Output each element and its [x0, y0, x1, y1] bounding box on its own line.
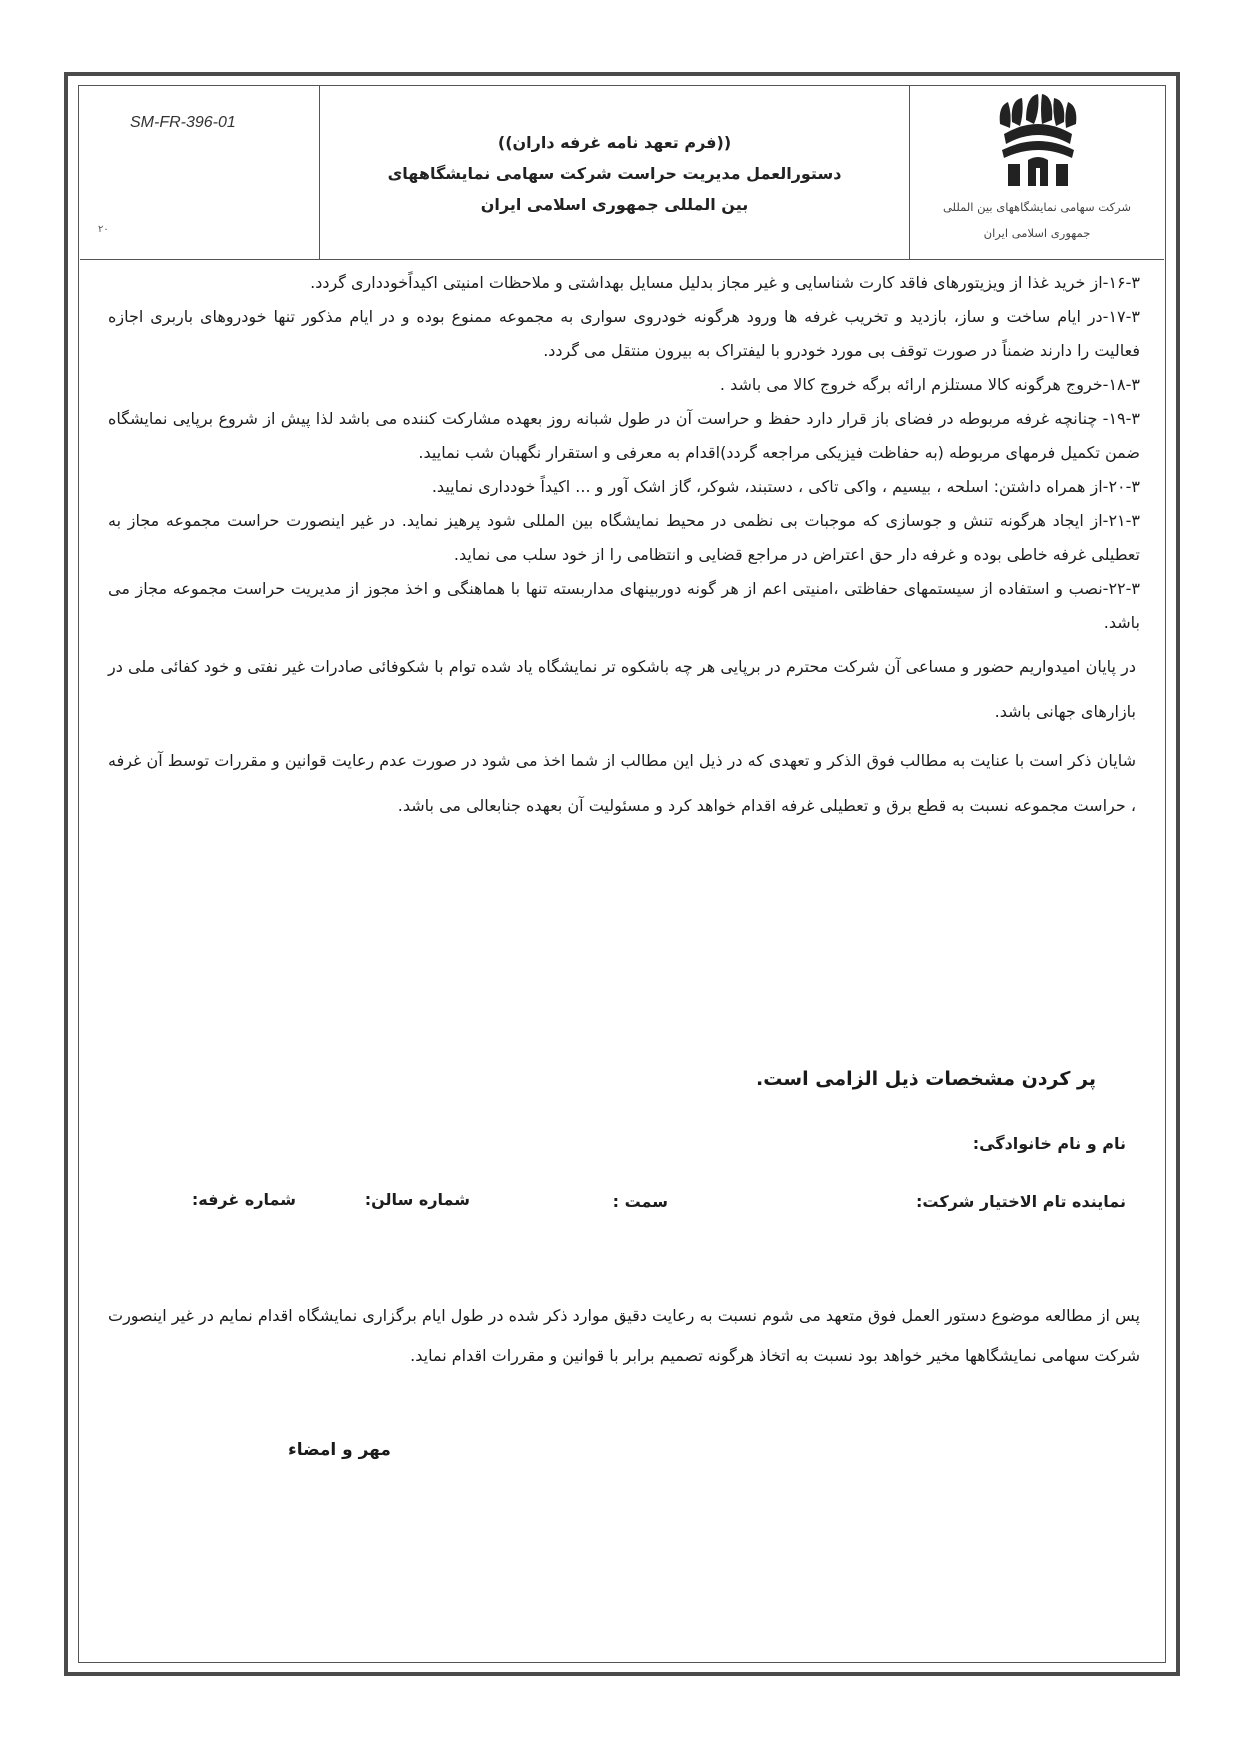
clause-21: ۲۱-۳-از ایجاد هرگونه تنش و جوسازی که موجبات بی نظمی در محیط نمایشگاه بین المللی شود پرهیز نماید. در غیر اینصورت حراست مجموعه مجاز به تعطیلی غرفه خاطی بوده و غرفه دار حق اعتراض در مراجع قضایی و انتظامی را از خود سلب می نماید. [108, 511, 1140, 564]
org-name-line2: جمهوری اسلامی ایران [983, 226, 1091, 240]
regulations-body [108, 266, 1140, 828]
signature-label[interactable]: مهر و امضاء [288, 1440, 391, 1460]
form-code: SM-FR-396-01 [130, 114, 236, 131]
clause-20: ۲۰-۳-از همراه داشتن: اسلحه ، بیسیم ، واکی تاکی ، دستبند، شوکر، گاز اشک آور و ... اکیداً خودداری نمایید. [431, 477, 1140, 496]
form-title-cell [320, 86, 910, 260]
closing-paragraph-1: در پایان امیدواریم حضور و مساعی آن شرکت محترم در برپایی هر چه باشکوه تر نمایشگاه یاد شده توام با شکوفائی صادرات غیر نفتی و خود کفائی ملی در بازارهای جهانی باشد. [108, 657, 1136, 721]
form-subtitle-line2: بین المللی جمهوری اسلامی ایران [480, 194, 749, 214]
clause-18: ۱۸-۳-خروج هرگونه کالا مستلزم ارائه برگه خروج کالا می باشد . [719, 375, 1140, 394]
exhibition-logo-icon [990, 94, 1086, 190]
corner-mark: ۲۰ [98, 224, 109, 235]
org-name-line1: شرکت سهامی نمایشگاههای بین المللی [942, 200, 1132, 214]
clause-19: ۱۹-۳- چنانچه غرفه مربوطه در فضای باز قرار دارد حفظ و حراست آن در طول شبانه روز بعهده مشارکت کننده می باشد لذا پیش از شروع برپایی نمایشگاه ضمن تکمیل فرمهای مربوطه (به حفاظت فیزیکی مراجعه گردد)اقدام به معرفی و استقرار نگهبان شب نمایید. [108, 409, 1140, 462]
form-header [80, 86, 1164, 260]
form-code-cell [80, 86, 320, 260]
closing-paragraph-2: شایان ذکر است با عنایت به مطالب فوق الذکر و تعهدی که در ذیل این مطالب از شما اخذ می شود در صورت عدم رعایت قوانین و مقررات توسط آن غرفه ، حراست مجموعه نسبت به قطع برق و تعطیلی غرفه اقدام خواهد کرد و مسئولیت آن بعهده جنابعالی می باشد. [108, 751, 1136, 815]
clause-17: ۱۷-۳-در ایام ساخت و ساز، بازدید و تخریب غرفه ها ورود هرگونه خودروی سواری به مجموعه ممنوع بوده و در ایام مذکور تنها خودروهای باربری اجازه فعالیت را دارند ضمناً در صورت توقف بی مورد خودرو با لیفتراک به بیرون منتقل می گردد. [108, 307, 1140, 360]
booth-number-field[interactable]: شماره غرفه: [191, 1190, 296, 1209]
form-title: ((فرم تعهد نامه غرفه داران)) [497, 132, 732, 152]
commitment-statement: پس از مطالعه موضوع دستور العمل فوق متعهد می شوم نسبت به رعایت دقیق موارد ذکر شده در طول ایام برگزاری نمایشگاه اقدام نمایم در غیر اینصورت شرکت سهامی نمایشگاهها مخیر خواهد بود نسبت به اتخاذ هرگونه تصمیم برابر با قوانین و مقررات اقدام نماید. [108, 1306, 1140, 1365]
clause-22: ۲۲-۳-نصب و استفاده از سیستمهای حفاظتی ،امنیتی اعم از هر گونه دوربینهای مداربسته تنها با هماهنگی و اخذ مجوز از مدیریت حراست مجموعه مجاز می باشد. [108, 579, 1140, 632]
representative-field[interactable]: نماینده تام الاختیار شرکت: [916, 1192, 1126, 1211]
logo-cell [910, 86, 1164, 260]
position-field[interactable]: سمت : [612, 1192, 668, 1211]
clause-16: ۱۶-۳-از خرید غذا از ویزیتورهای فاقد کارت شناسایی و غیر مجاز بدلیل مسایل بهداشتی و ملاحظات امنیتی اکیداًخودداری گردد. [310, 273, 1140, 292]
organization-name [910, 194, 1164, 246]
full-name-field[interactable]: نام و نام خانوادگی: [972, 1134, 1126, 1153]
required-fields-note: پر کردن مشخصات ذیل الزامی است. [756, 1068, 1096, 1090]
form-subtitle-line1: دستورالعمل مدیریت حراست شرکت سهامی نمایشگاههای [387, 163, 842, 183]
hall-number-field[interactable]: شماره سالن: [364, 1190, 470, 1209]
